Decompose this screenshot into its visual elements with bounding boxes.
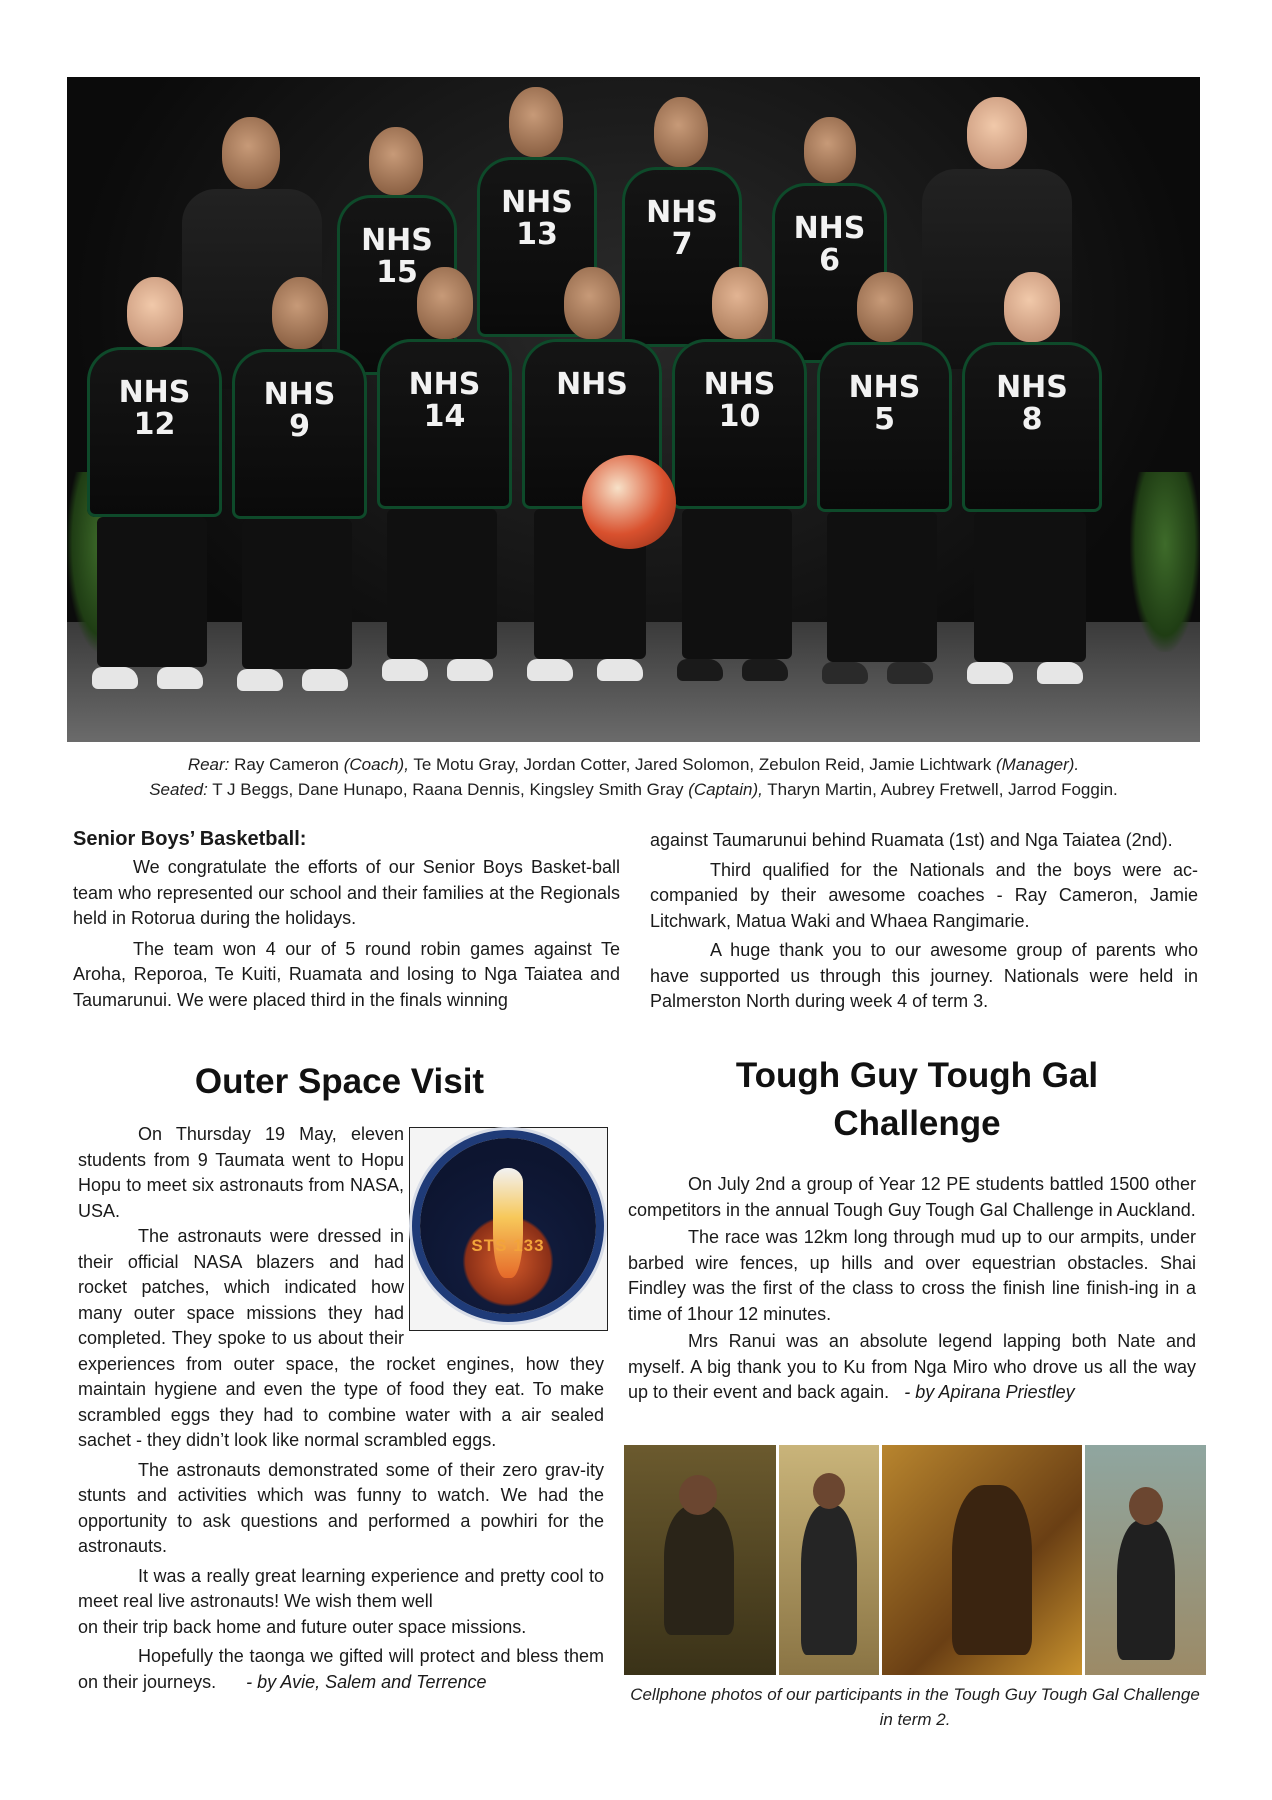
tough-guy-paragraph: On July 2nd a group of Year 12 PE students battled 1500 other competitors in the annual Tough Guy Tough Gal Challenge in Auckland. xyxy=(628,1174,1196,1220)
basketball-heading: Senior Boys’ Basketball: xyxy=(73,828,307,850)
outer-space-paragraph: It was a really great learning experience and pretty cool to meet real live astronauts! We wish them well xyxy=(78,1565,604,1611)
race-photo xyxy=(624,1445,776,1675)
player-seated-8: NHS 8 xyxy=(962,272,1102,732)
race-photo xyxy=(779,1445,879,1675)
outer-space-paragraph: On Thursday 19 May, eleven students from 9 Taumata went to Hopu Hopu to meet six astronauts from NASA, USA. xyxy=(78,1124,404,1221)
player-seated-captain: NHS xyxy=(522,267,662,727)
patch-label: STS 133 xyxy=(471,1236,545,1255)
tough-guy-paragraph: Mrs Ranui was an absolute legend lapping both Nate and myself. A big thank you to Ku from Nga Miro who drove us all the way up to their event and back again. - by Apirana Priestley xyxy=(628,1331,1196,1402)
race-photo xyxy=(882,1445,1082,1675)
basketball-right-column xyxy=(650,828,1198,1015)
race-photo xyxy=(1085,1445,1206,1675)
caption-rear-line: Rear: Ray Cameron (Coach), Te Motu Gray, Jordan Cotter, Jared Solomon, Zebulon Reid, Jamie Lichtwark (Manager). xyxy=(187,755,1080,774)
outer-space-paragraph: The astronauts were dressed in their official NASA blazers and had rocket patches, which indicated how many outer space missions they had completed. They spoke to us about their experiences from outer space, the rocket engines, how they maintain hygiene and even the type of food they eat. To make scrambled eggs they had to combine water with a air sealed sachet - they didn’t look like normal scrambled eggs. xyxy=(78,1226,604,1450)
outer-space-title: Outer Space Visit xyxy=(194,1062,485,1101)
team-photo xyxy=(67,77,1200,742)
tough-guy-paragraph: The race was 12km long through mud up to our armpits, under barbed wire fences, up hills and over equestrian obstacles. Shai Findley was the first of the class to cross the finish line finish-ing in a time of 1hour 12 minutes. xyxy=(628,1227,1196,1324)
basketball xyxy=(582,455,676,549)
tough-guy-byline: - by Apirana Priestley xyxy=(904,1382,1075,1402)
outer-space-paragraph: on their trip back home and future outer space missions. xyxy=(78,1616,527,1637)
outer-space-wrapped-column xyxy=(78,1122,404,1224)
caption-seated-line: Seated: T J Beggs, Dane Hunapo, Raana Dennis, Kingsley Smith Gray (Captain), Tharyn Martin, Aubrey Fretwell, Jarrod Foggin. xyxy=(149,780,1118,799)
player-seated-9: NHS 9 xyxy=(232,277,367,737)
player-seated-14: NHS 14 xyxy=(377,267,512,727)
basketball-paragraph: We congratulate the efforts of our Senior Boys Basket-ball team who represented our school and their families at the Regionals held in Rotorua during the holidays. xyxy=(73,857,620,928)
player-rear-6: NHS 6 xyxy=(772,117,887,397)
plant-right xyxy=(1130,472,1200,652)
team-photo-caption xyxy=(67,752,1200,802)
basketball-paragraph: A huge thank you to our awesome group of parents who have supported us through this journey. Nationals were held in Palmerston North during week 4 of term 3. xyxy=(650,940,1198,1011)
race-photo-caption: Cellphone photos of our participants in the Tough Guy Tough Gal Challenge in term 2. xyxy=(630,1685,1200,1729)
player-rear-13: NHS 13 xyxy=(477,87,597,367)
outer-space-paragraph: Hopefully the taonga we gifted will protect and bless them on their journeys. - by Avie, Salem and Terrence xyxy=(78,1646,604,1692)
basketball-paragraph: against Taumarunui behind Ruamata (1st) and Nga Taiatea (2nd). xyxy=(650,830,1173,850)
player-rear-7: NHS 7 xyxy=(622,97,742,377)
tough-guy-title: Tough Guy Tough Gal Challenge xyxy=(735,1056,1099,1143)
basketball-paragraph: Third qualified for the Nationals and the boys were ac-companied by their awesome coaches - Ray Cameron, Jamie Litchwark, Matua Waki and Whaea Rangimarie. xyxy=(650,859,1198,931)
outer-space-byline: - by Avie, Salem and Terrence xyxy=(246,1671,487,1692)
outer-space-paragraph: The astronauts demonstrated some of their zero grav-ity stunts and activities which was funny to watch. We had the opportunity to ask questions and performed a powhiri for the astronauts. xyxy=(78,1459,604,1556)
basketball-paragraph: The team won 4 our of 5 round robin games against Te Aroha, Reporoa, Te Kuiti, Ruamata and losing to Nga Taiatea and Taumarunui. We were placed third in the finals winning xyxy=(73,938,620,1010)
basketball-left-column xyxy=(73,855,620,1013)
tough-guy-column xyxy=(628,1172,1196,1406)
outer-space-column xyxy=(78,1224,604,1695)
player-seated-5: NHS 5 xyxy=(817,272,952,732)
player-rear-15: NHS 15 xyxy=(337,127,457,407)
player-seated-12: NHS 12 xyxy=(87,277,222,737)
race-photo-strip xyxy=(624,1445,1206,1675)
player-seated-10: NHS 10 xyxy=(672,267,807,727)
